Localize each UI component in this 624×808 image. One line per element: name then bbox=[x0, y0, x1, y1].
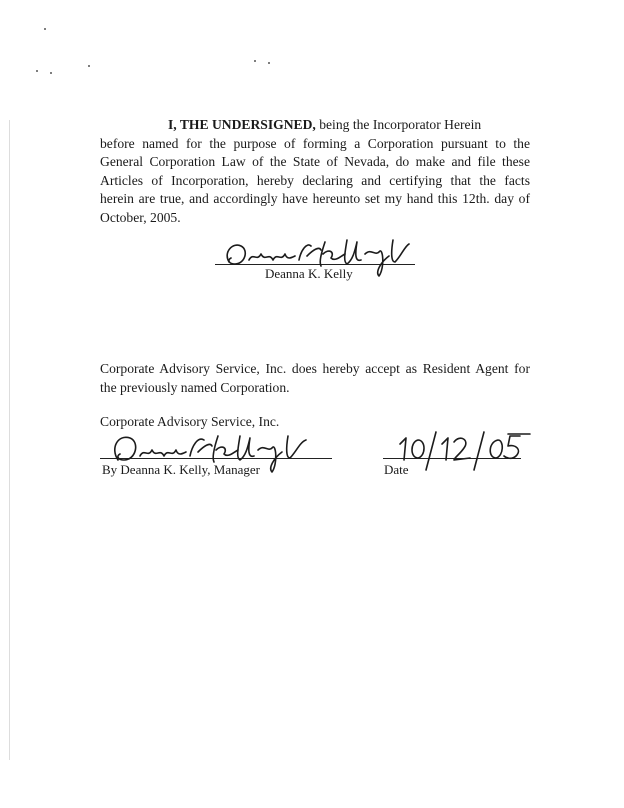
statement-line-6: October, 2005. bbox=[100, 209, 181, 225]
scan-speck bbox=[44, 28, 46, 30]
statement-lead-rest: being the Incorporator Herein bbox=[319, 117, 482, 132]
scan-speck bbox=[36, 70, 38, 72]
statement-line-2: before named for the purpose of forming a Corporation pursuant to the bbox=[100, 135, 530, 151]
statement-line-5: herein are true, and accordingly have hereunto set my hand this 12th. day of bbox=[100, 191, 530, 207]
handwritten-date bbox=[392, 426, 532, 478]
agent-line-1: Corporate Advisory Service, Inc. does hereby accept as Resident Agent for bbox=[100, 361, 530, 376]
statement-line-1 bbox=[100, 116, 530, 135]
statement-lead-bold: I, THE UNDERSIGNED, bbox=[168, 117, 316, 132]
incorporation-statement bbox=[100, 116, 530, 228]
agent-company-name: Corporate Advisory Service, Inc. bbox=[100, 414, 280, 429]
statement-line-3: General Corporation Law of the State of Nevada, do make and file these bbox=[100, 154, 530, 170]
scan-edge-line bbox=[9, 120, 10, 760]
date-label: Date bbox=[384, 462, 409, 477]
scan-speck bbox=[268, 62, 270, 64]
scan-speck bbox=[254, 60, 256, 62]
manager-signer-line: By Deanna K. Kelly, Manager bbox=[102, 462, 260, 477]
statement-line-4: Articles of Incorporation, hereby declaring and certifying that the facts bbox=[100, 172, 530, 188]
agent-line-2: the previously named Corporation. bbox=[100, 379, 290, 395]
scan-speck bbox=[50, 72, 52, 74]
scan-speck bbox=[88, 65, 90, 67]
resident-agent-statement bbox=[100, 360, 530, 397]
incorporator-printed-name: Deanna K. Kelly bbox=[265, 266, 353, 281]
